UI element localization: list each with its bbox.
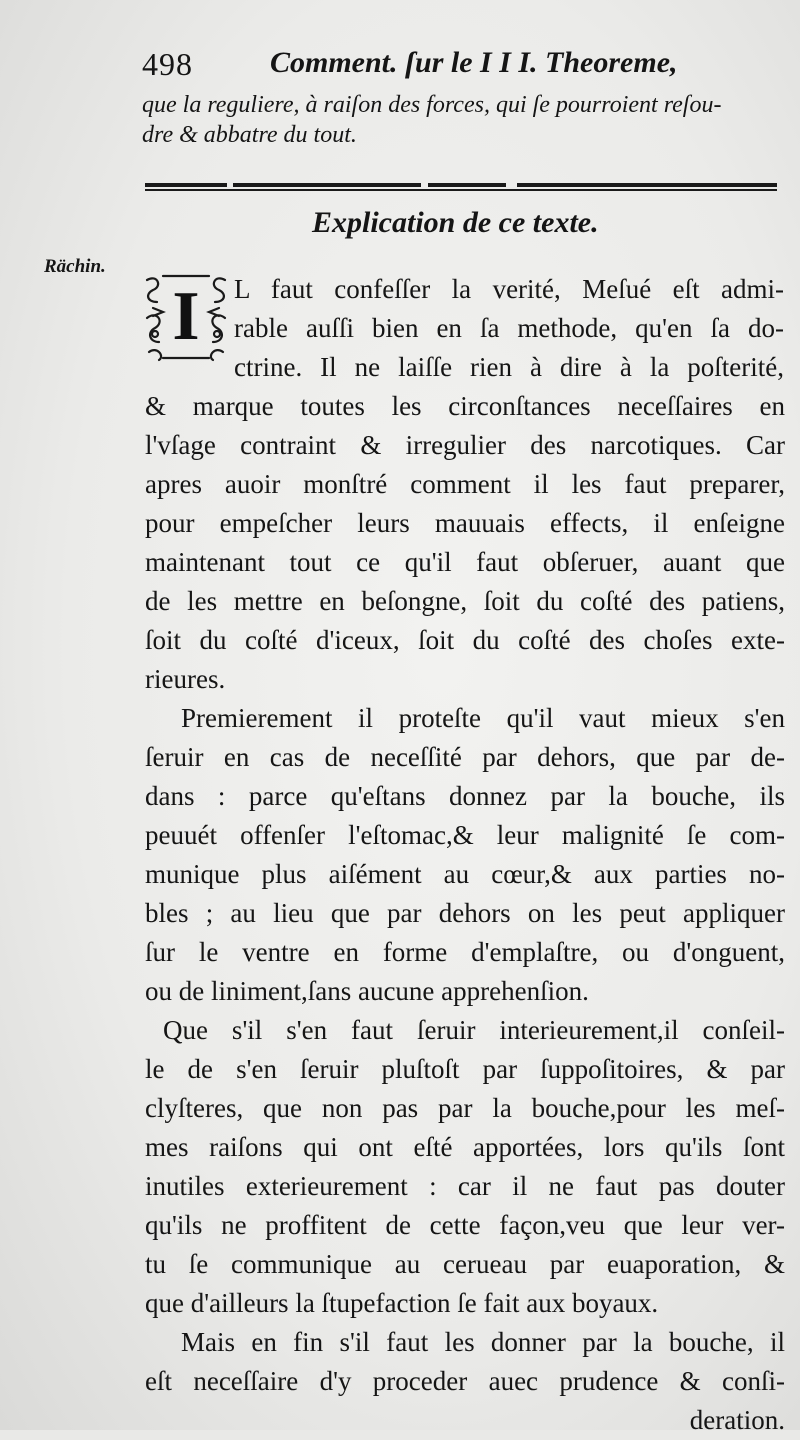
text-line: bles ; au lieu que par dehors on les peut appliquer (145, 898, 785, 928)
text-line: pour empeſcher leurs mauuais effects, il enſeigne (145, 508, 785, 538)
text-line: tu ſe communique au cerueau par euaporation, & (145, 1249, 785, 1279)
text-line: L faut confeſſer la verité, Meſué eſt admi- (234, 274, 784, 304)
text-line: Que s'il s'en faut ſeruir interieurement,il conſeil- (163, 1015, 785, 1045)
text-line: mes raiſons qui ont eſté apportées, lors qu'ils ſont (145, 1132, 785, 1162)
paragraph-1 (145, 387, 785, 699)
text-line: le de s'en ſeruir pluſtoſt par ſuppoſitoires, & par (145, 1054, 785, 1084)
text-line: Premierement il proteſte qu'il vaut mieux s'en (181, 703, 785, 733)
decorated-initial (143, 272, 229, 362)
continued-text (142, 90, 792, 150)
paragraph-3 (145, 1011, 785, 1323)
text-line: rable auſſi bien en ſa methode, qu'en ſa do- (234, 313, 784, 343)
paragraph-2 (145, 699, 785, 1011)
running-head (142, 42, 782, 92)
paragraph-4 (145, 1323, 785, 1440)
text-line: ſoit du coſté d'iceux, ſoit du coſté des choſes exte- (145, 625, 785, 655)
text-line: que d'ailleurs la ſtupefaction ſe fait aux boyaux. (145, 1288, 659, 1318)
text-line: apres auoir monſtré comment il les faut preparer, (145, 469, 785, 499)
text-line: dans : parce qu'eſtans donnez par la bouche, ils (145, 781, 785, 811)
first-lines (234, 270, 784, 387)
text-line: munique plus aiſément au cœur,& aux parties no- (145, 859, 785, 889)
text-line: ctrine. Il ne laiſſe rien à dire à la poſterité, (234, 352, 784, 382)
page-number: 498 (142, 46, 193, 82)
text-line: qu'ils ne proffitent de cette façon,veu que leur ver- (145, 1210, 785, 1240)
text-line: maintenant tout ce qu'il faut obſeruer, auant que (145, 547, 785, 577)
text-line: rieures. (145, 664, 226, 694)
text-line: inutiles exterieurement : car il ne faut pas douter (145, 1171, 785, 1201)
section-title: Explication de ce texte. (312, 206, 599, 239)
text-line: clyſteres, que non pas par la bouche,pour les meſ- (145, 1093, 785, 1123)
section-divider-rule (145, 183, 777, 191)
continued-line: que la reguliere, à raiſon des forces, qui ſe pourroient reſou- (142, 92, 722, 118)
drop-cap-letter: I (172, 278, 200, 355)
text-line: de les mettre en beſongne, ſoit du coſté des patiens, (145, 586, 785, 616)
continued-line: dre & abbatre du tout. (142, 122, 357, 148)
text-line: l'vſage contraint & irregulier des narcotiques. Car (145, 430, 785, 460)
text-line: ſur le ventre en forme d'emplaſtre, ou d'onguent, (145, 937, 785, 967)
text-line: peuuét offenſer l'eſtomac,& leur malignité ſe com- (145, 820, 785, 850)
margin-note: Rächin. (44, 256, 106, 277)
text-line: ou de liniment,ſans aucune apprehenſion. (145, 976, 589, 1006)
text-line: deration. (689, 1405, 785, 1435)
running-head-title: Comment. ſur le I I I. Theoreme, (270, 46, 678, 79)
text-line: & marque toutes les circonſtances neceſſaires en (145, 391, 785, 421)
text-line: ſeruir en cas de neceſſité par dehors, que par de- (145, 742, 785, 772)
text-line: eſt neceſſaire d'y proceder auec prudence & conſi- (145, 1366, 785, 1396)
text-line: Mais en fin s'il faut les donner par la bouche, il (181, 1327, 785, 1357)
